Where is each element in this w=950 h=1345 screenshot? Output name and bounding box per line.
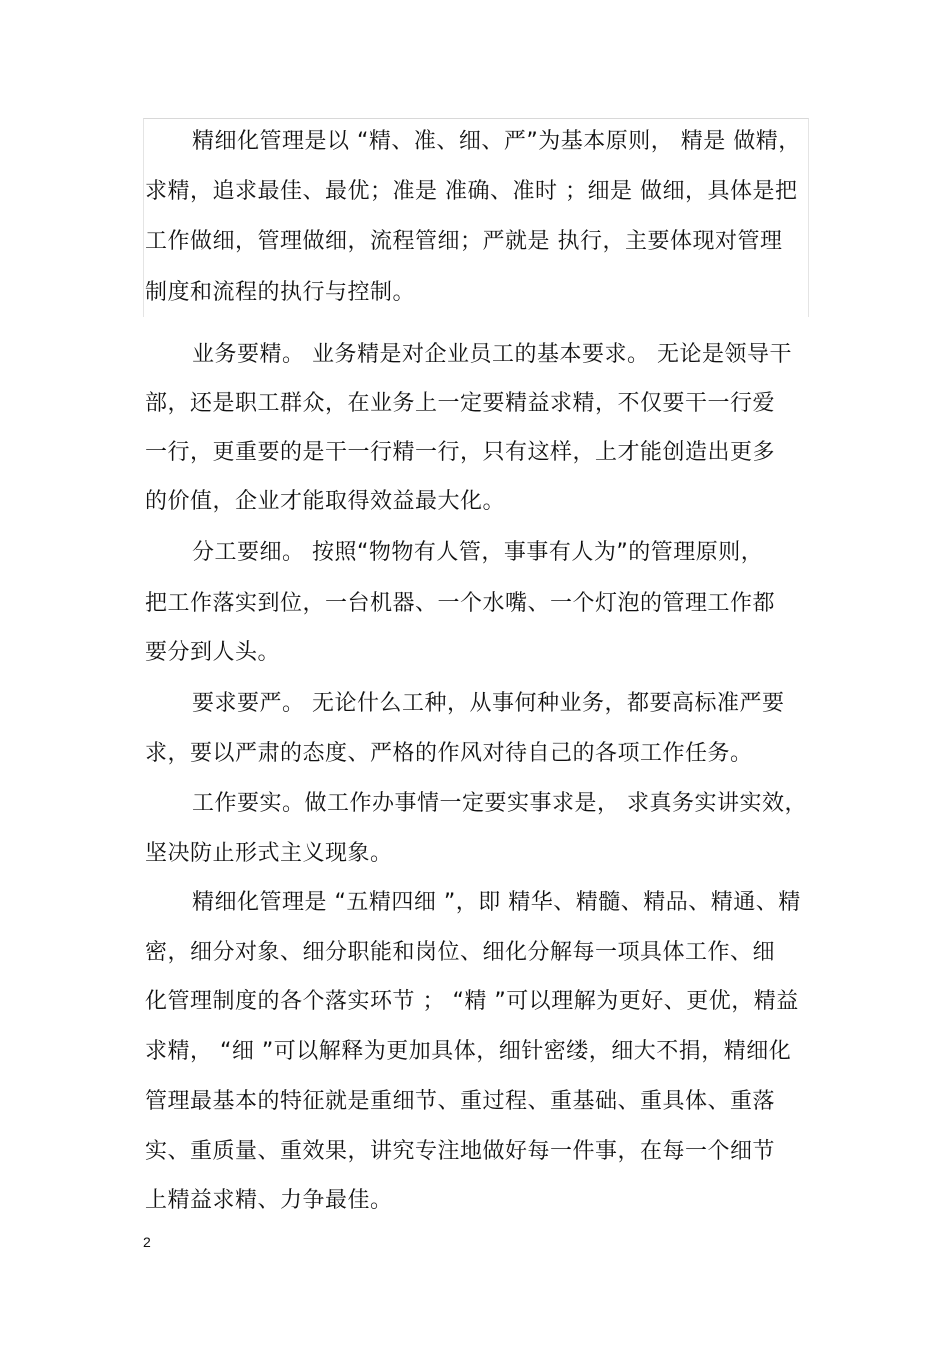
paragraph-4-line-2: 求，要以严肃的态度、严格的作风对待自己的各项工作任务。 [145, 741, 753, 766]
paragraph-1-line-3: 工作做细，管理做细，流程管细；严就是 执行，主要体现对管理 [145, 229, 783, 254]
paragraph-4-line-1: 要求要严。 无论什么工种，从事何种业务，都要高标准严要 [192, 691, 785, 716]
paragraph-1-line-1: 精细化管理是以 “精、准、细、严”为基本原则， 精是 做精， [192, 129, 801, 154]
paragraph-6-line-7: 上精益求精、力争最佳。 [145, 1188, 393, 1213]
paragraph-1-line-2: 求精，追求最佳、最优；准是 准确、准时 ；细是 做细，具体是把 [145, 179, 798, 204]
paragraph-2-line-4: 的价值，企业才能取得效益最大化。 [145, 489, 506, 514]
paragraph-3-line-2: 把工作落实到位，一台机器、一个水嘴、一个灯泡的管理工作都 [145, 591, 776, 616]
paragraph-1-line-4: 制度和流程的执行与控制。 [145, 280, 416, 305]
paragraph-6-line-2: 密，细分对象、细分职能和岗位、细化分解每一项具体工作、细 [145, 940, 776, 965]
paragraph-5-line-1: 工作要实。做工作办事情一定要实事求是， 求真务实讲实效， [192, 791, 807, 816]
paragraph-3-line-1: 分工要细。 按照“物物有人管，事事有人为”的管理原则， [192, 540, 764, 565]
paragraph-3-line-3: 要分到人头。 [145, 640, 281, 665]
paragraph-5-line-2: 坚决防止形式主义现象。 [145, 841, 393, 866]
paragraph-6-line-3: 化管理制度的各个落实环节 ； “精 ”可以理解为更好、更优，精益 [145, 989, 799, 1014]
paragraph-6-line-1: 精细化管理是 “五精四细 ”，即 精华、精髓、精品、精通、精 [192, 890, 801, 915]
paragraph-6-line-4: 求精， “细 ”可以解释为更加具体，细针密缕，细大不捐，精细化 [145, 1039, 792, 1064]
page-number: 2 [143, 1234, 151, 1250]
paragraph-6-line-6: 实、重质量、重效果，讲究专注地做好每一件事，在每一个细节 [145, 1139, 776, 1164]
paragraph-2-line-3: 一行，更重要的是干一行精一行，只有这样，上才能创造出更多 [145, 440, 776, 465]
paragraph-6-line-5: 管理最基本的特征就是重细节、重过程、重基础、重具体、重落 [145, 1089, 776, 1114]
paragraph-2-line-2: 部，还是职工群众，在业务上一定要精益求精，不仅要干一行爱 [145, 391, 776, 416]
paragraph-2-line-1: 业务要精。 业务精是对企业员工的基本要求。 无论是领导干 [192, 342, 792, 367]
